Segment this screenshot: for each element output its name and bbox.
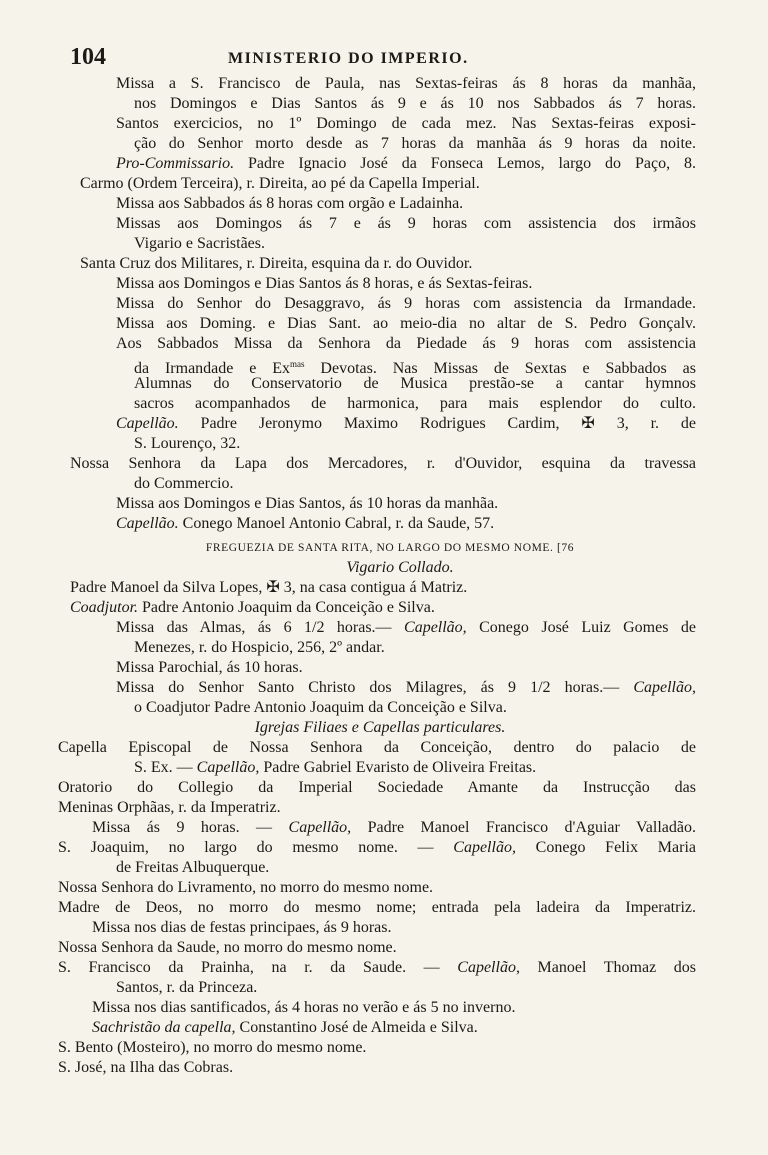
church-entry: S. Bento (Mosteiro), no morro do mesmo nome.	[58, 1039, 367, 1056]
text-line: Missa nos dias santificados, ás 4 horas no verão e ás 5 no inverno.	[92, 999, 516, 1016]
text-line: Aos Sabbados Missa da Senhora da Piedade ás 9 horas com assistencia	[116, 335, 696, 352]
church-entry: Oratorio do Collegio da Imperial Sociedade Amante da Instrucção das	[58, 779, 696, 796]
church-entry: Santa Cruz dos Militares, r. Direita, esquina da r. do Ouvidor.	[80, 255, 473, 272]
subheading: Vigario Collado.	[346, 559, 454, 576]
text-line: Menezes, r. do Hospicio, 256, 2º andar.	[134, 639, 385, 656]
text-line: Missas aos Domingos ás 7 e ás 9 horas com assistencia dos irmãos	[116, 215, 696, 232]
text-line: o Coadjutor Padre Antonio Joaquim da Conceição e Silva.	[134, 699, 507, 716]
text-line: nos Domingos e Dias Santos ás 9 e ás 10 nos Sabbados ás 7 horas.	[134, 95, 696, 112]
church-entry: S. José, na Ilha das Cobras.	[58, 1059, 234, 1076]
text-line: Missa nos dias de festas principaes, ás 9 horas.	[92, 919, 392, 936]
church-entry: Nossa Senhora da Lapa dos Mercadores, r. d'Ouvidor, esquina da travessa	[70, 455, 696, 472]
text-line: de Freitas Albuquerque.	[116, 859, 270, 876]
text-line: Sachristão da capella, Constantino José de Almeida e Silva.	[92, 1019, 478, 1036]
page-header	[0, 44, 768, 70]
church-entry: Nossa Senhora da Saude, no morro do mesmo nome.	[58, 939, 397, 956]
text-line: Santos exercicios, no 1º Domingo de cada mez. Nas Sextas-feiras exposi-	[116, 115, 696, 132]
text-line: Capellão. Conego Manoel Antonio Cabral, r. da Saude, 57.	[116, 515, 495, 532]
text-line: S. Ex. — Capellão, Padre Gabriel Evaristo de Oliveira Freitas.	[134, 759, 537, 776]
text-line: Santos, r. da Princeza.	[116, 979, 258, 996]
text-line: Alumnas do Conservatorio de Musica prestão-se a cantar hymnos	[134, 375, 696, 392]
church-entry: Nossa Senhora do Livramento, no morro do mesmo nome.	[58, 879, 434, 896]
subheading: Igrejas Filiaes e Capellas particulares.	[254, 719, 506, 736]
church-entry: Capella Episcopal de Nossa Senhora da Conceição, dentro do palacio de	[58, 739, 696, 756]
section-heading: FREGUEZIA DE SANTA RITA, NO LARGO DO MESMO NOME. [76	[205, 542, 575, 554]
text-line: do Commercio.	[134, 475, 234, 492]
text-line: Missa do Senhor Santo Christo dos Milagres, ás 9 1/2 horas.— Capellão,	[116, 679, 696, 696]
text-line: ção do Senhor morto desde as 7 horas da manhãa ás 9 horas da noite.	[134, 135, 696, 152]
text-line: Missa das Almas, ás 6 1/2 horas.— Capellão, Conego José Luiz Gomes de	[116, 619, 697, 636]
text-line: Missa aos Domingos e Dias Santos ás 8 horas, e ás Sextas-feiras.	[116, 275, 533, 292]
text-line: Missa do Senhor do Desaggravo, ás 9 horas com assistencia da Irmandade.	[116, 295, 696, 312]
church-entry: Madre de Deos, no morro do mesmo nome; entrada pela ladeira da Imperatriz.	[58, 899, 696, 916]
text-line: Missa aos Doming. e Dias Sant. ao meio-dia no altar de S. Pedro Gonçalv.	[116, 315, 696, 332]
text-line: Meninas Orphãas, r. da Imperatriz.	[58, 799, 281, 816]
text-line: S. Lourenço, 32.	[134, 435, 241, 452]
text-line: Padre Manoel da Silva Lopes, ✠ 3, na casa contigua á Matriz.	[70, 579, 468, 596]
text-line: Missa aos Sabbados ás 8 horas com orgão e Ladainha.	[116, 195, 464, 212]
text-line: Missa a S. Francisco de Paula, nas Sextas-feiras ás 8 horas da manhãa,	[116, 75, 696, 92]
running-head: MINISTERIO DO IMPERIO.	[228, 50, 469, 67]
text-line: Missa ás 9 horas. — Capellão, Padre Manoel Francisco d'Aguiar Valladão.	[92, 819, 696, 836]
church-entry: S. Joaquim, no largo do mesmo nome. — Capellão, Conego Felix Maria	[58, 839, 696, 856]
text-line: da Irmandade e $Ex^{mas}$ Devotas. Nas Missas de Sextas e Sabbados as	[134, 359, 696, 377]
text-line: Pro-Commissario. Padre Ignacio José da Fonseca Lemos, largo do Paço, 8.	[116, 155, 696, 172]
page-number: 104	[70, 44, 106, 70]
text-line: Vigario e Sacristães.	[134, 235, 265, 252]
text-line: Coadjutor. Padre Antonio Joaquim da Conceição e Silva.	[70, 599, 435, 616]
text-line: Missa aos Domingos e Dias Santos, ás 10 horas da manhãa.	[116, 495, 499, 512]
church-entry: S. Francisco da Prainha, na r. da Saude. — Capellão, Manoel Thomaz dos	[58, 959, 697, 976]
text-line: Capellão. Padre Jeronymo Maximo Rodrigues Cardim, ✠ 3, r. de	[116, 415, 696, 432]
church-entry: Carmo (Ordem Terceira), r. Direita, ao pé da Capella Imperial.	[80, 175, 480, 192]
text-line: sacros acompanhados de harmonica, para mais esplendor do culto.	[134, 395, 696, 412]
text-line: Missa Parochial, ás 10 horas.	[116, 659, 303, 676]
